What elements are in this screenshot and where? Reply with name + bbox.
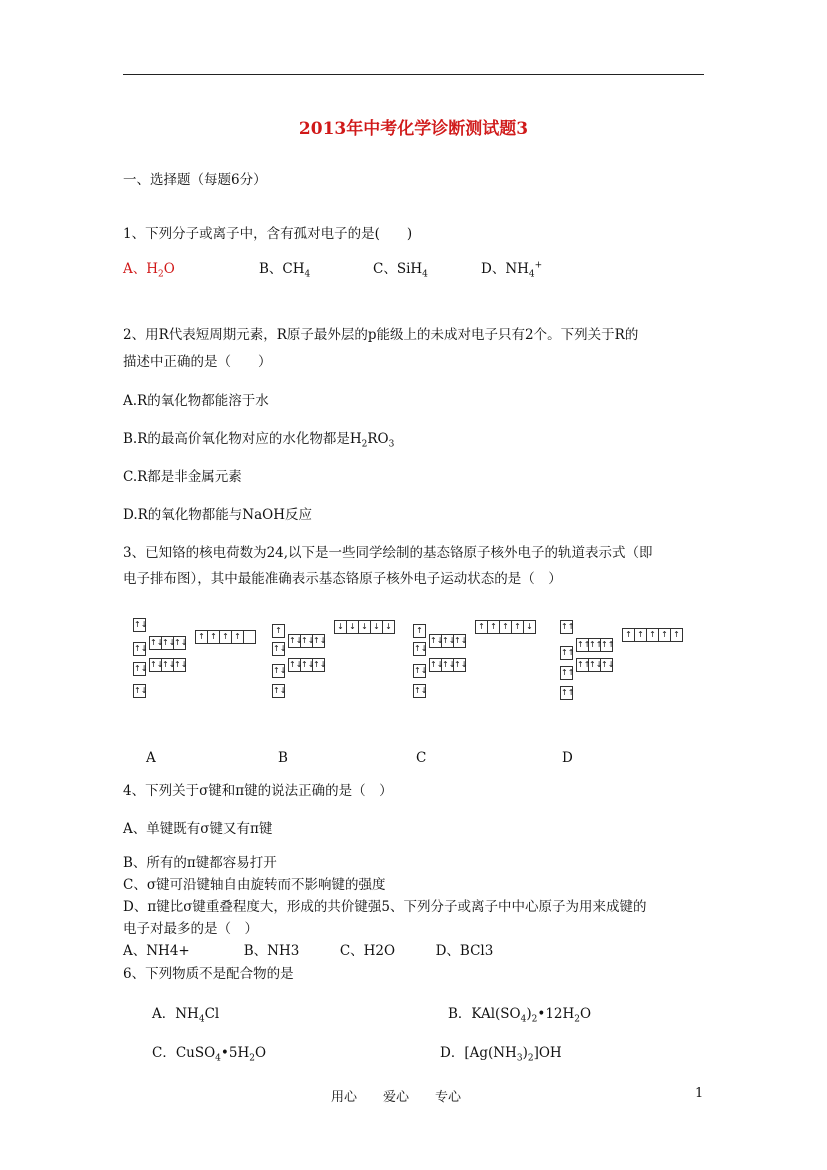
q6-option-b: B．$KAl(SO_4)_2•12H_2O$	[448, 1006, 592, 1025]
footer-motto: 用心 爱心 专心	[331, 1090, 462, 1105]
diagram-label-c: C	[416, 750, 427, 766]
section-heading: 一、选择题（每题6分）	[123, 172, 267, 188]
q2-stem-line2: 描述中正确的是（ ）	[123, 354, 272, 370]
q4-stem: 4、下列关于σ键和π键的说法正确的是（ ）	[123, 783, 393, 799]
orbital-diagram-b: ↑ ↑↓ ↑↓ ↑↓ ↑↓ ↑↓ ↑↓ ↑↓ ↑↓ ↑↓ ↓ ↓ ↓ ↓ ↓	[272, 612, 417, 707]
diagram-label-d: D	[562, 750, 573, 766]
page-title: 2013年中考化学诊断测试题3	[298, 119, 529, 139]
q5-options: A、NH4+ B、NH3 C、H2O D、BCl3	[123, 943, 494, 959]
q1-option-a: A、$H_2O$	[123, 261, 175, 280]
q3-stem-line1: 3、已知铬的核电荷数为24,以下是一些同学绘制的基态铬原子核外电子的轨道表示式（即	[123, 545, 653, 561]
q6-stem: 6、下列物质不是配合物的是	[123, 966, 294, 982]
q4-option-a: A、单键既有σ键又有π键	[123, 821, 273, 837]
q1-option-b: B、$CH_4$	[259, 261, 311, 280]
q1-stem: 1、下列分子或离子中，含有孤对电子的是( )	[123, 226, 413, 242]
q2-option-d: D.R的氧化物都能与NaOH反应	[123, 507, 312, 523]
q2-option-a: A.R的氧化物都能溶于水	[123, 393, 269, 409]
page-number: 1	[695, 1086, 704, 1101]
q2-option-c: C.R都是非金属元素	[123, 469, 242, 485]
q4-option-d: D、π键比σ键重叠程度大，形成的共价键强5、下列分子或离子中中心原子为用来成键的	[123, 899, 647, 915]
orbital-diagram-a: ↑↓ ↑↓ ↑↓ ↑↓ ↑↓ ↑↓ ↑↓ ↑↓ ↑↓ ↑↓ ↑ ↑ ↑ ↑	[133, 612, 278, 707]
diagram-label-b: B	[278, 750, 288, 766]
diagram-label-a: A	[146, 750, 156, 766]
q2-stem-line1: 2、用R代表短周期元素，R原子最外层的p能级上的未成对电子只有2个。下列关于R的	[123, 327, 639, 343]
q6-option-c: C．$CuSO_4•5H_2O$	[152, 1045, 267, 1064]
q4-option-c: C、σ键可沿键轴自由旋转而不影响键的强度	[123, 877, 386, 893]
q4-option-b: B、所有的π键都容易打开	[123, 855, 277, 871]
q6-option-d: D．$[Ag(NH_3)_2]OH$	[440, 1045, 562, 1064]
q1-option-c: C、SiH$_4$	[373, 261, 428, 280]
q1-option-d: D、$NH_4^+$	[481, 260, 543, 280]
header-rule	[123, 74, 704, 75]
orbital-diagram-c: ↑ ↑↓ ↑↓ ↑↓ ↑↓ ↑↓ ↑↓ ↑↓ ↑↓ ↑↓ ↑ ↑ ↑ ↑ ↓	[413, 612, 558, 707]
q2-option-b: B.R的最高价氧化物对应的水化物都是$H_2RO_3$	[123, 431, 395, 450]
orbital-diagram-d: ↑↑ ↑↑ ↑↑ ↑↑ ↑↑ ↑↑ ↑↑ ↑↓ ↑↓ ↑↑ ↑ ↑ ↑ ↑ ↑	[560, 612, 705, 707]
q6-option-a: A．$NH_4Cl$	[152, 1006, 220, 1025]
q5-stem-line2: 电子对最多的是（ ）	[123, 921, 258, 937]
q3-stem-line2: 电子排布图），其中最能准确表示基态铬原子核外电子运动状态的是（ ）	[123, 571, 562, 587]
